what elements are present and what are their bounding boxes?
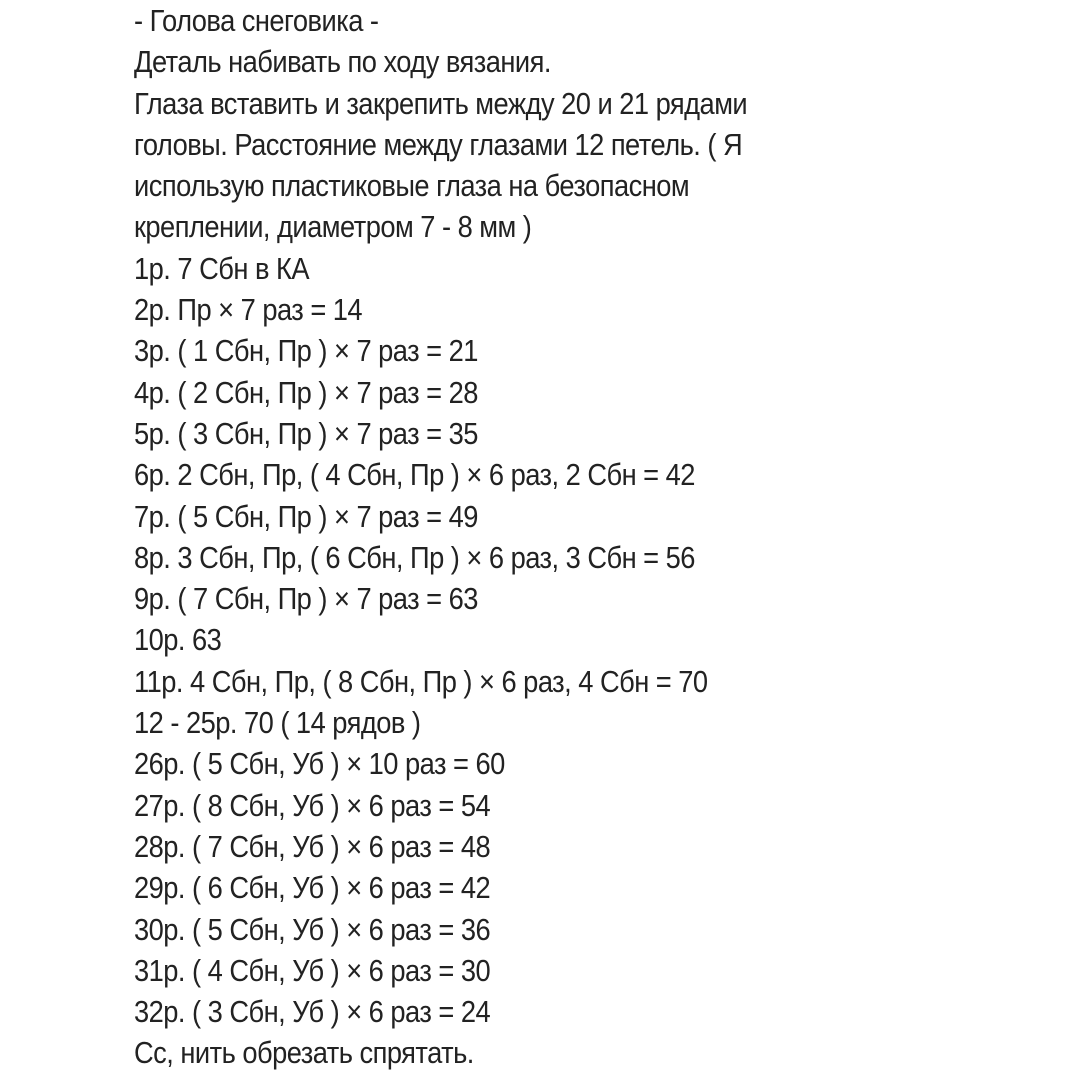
- outro-line: Сс, нить обрезать спрятать.: [134, 1035, 474, 1071]
- pattern-row: 32р. ( 3 Сбн, Уб ) × 6 раз = 24: [134, 994, 491, 1030]
- pattern-row: 10р. 63: [134, 622, 222, 658]
- document-text: [134, 0, 1034, 1074]
- pattern-row: 9р. ( 7 Сбн, Пр ) × 7 раз = 63: [134, 581, 478, 617]
- intro-line: головы. Расстояние между глазами 12 петель. ( Я: [134, 126, 743, 162]
- pattern-row: 3р. ( 1 Сбн, Пр ) × 7 раз = 21: [134, 333, 478, 369]
- pattern-row: 28р. ( 7 Сбн, Уб ) × 6 раз = 48: [134, 828, 491, 864]
- pattern-row: 8р. 3 Сбн, Пр, ( 6 Сбн, Пр ) × 6 раз, 3 Сбн = 56: [134, 539, 695, 575]
- intro-line: Деталь набивать по ходу вязания.: [134, 44, 551, 80]
- pattern-row: 5р. ( 3 Сбн, Пр ) × 7 раз = 35: [134, 415, 478, 451]
- pattern-row: 4р. ( 2 Сбн, Пр ) × 7 раз = 28: [134, 374, 478, 410]
- pattern-row: 6р. 2 Сбн, Пр, ( 4 Сбн, Пр ) × 6 раз, 2 Сбн = 42: [134, 457, 695, 493]
- pattern-row: 26р. ( 5 Сбн, Уб ) × 10 раз = 60: [134, 746, 505, 782]
- pattern-row: 31р. ( 4 Сбн, Уб ) × 6 раз = 30: [134, 952, 491, 988]
- doc-title: - Голова снеговика -: [134, 3, 379, 38]
- intro-line: Глаза вставить и закрепить между 20 и 21 рядами: [134, 85, 748, 121]
- pattern-row: 11р. 4 Сбн, Пр, ( 8 Сбн, Пр ) × 6 раз, 4 Сбн = 70: [134, 663, 708, 699]
- intro-line: использую пластиковые глаза на безопасном: [134, 168, 690, 204]
- intro-line: креплении, диаметром 7 - 8 мм ): [134, 209, 532, 245]
- pattern-row: 29р. ( 6 Сбн, Уб ) × 6 раз = 42: [134, 870, 491, 906]
- pattern-row: 2р. Пр × 7 раз = 14: [134, 292, 363, 328]
- pattern-row: 1р. 7 Сбн в КА: [134, 250, 309, 286]
- pattern-row: 7р. ( 5 Сбн, Пр ) × 7 раз = 49: [134, 498, 478, 534]
- pattern-row: 27р. ( 8 Сбн, Уб ) × 6 раз = 54: [134, 787, 491, 823]
- pattern-row: 30р. ( 5 Сбн, Уб ) × 6 раз = 36: [134, 911, 491, 947]
- pattern-row: 12 - 25р. 70 ( 14 рядов ): [134, 705, 421, 741]
